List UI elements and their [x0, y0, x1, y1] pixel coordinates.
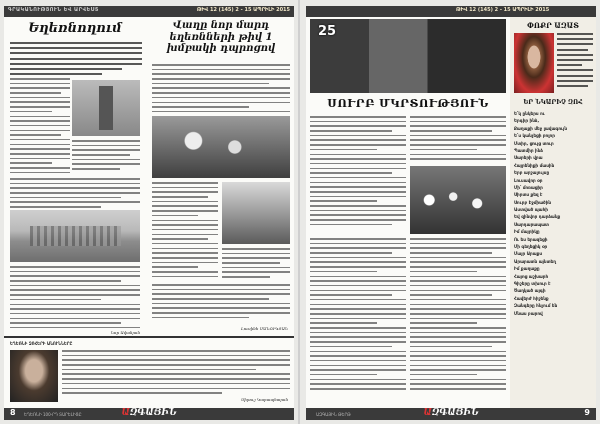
left-page-number: 8: [10, 408, 16, 417]
left-feature-church-photo: [222, 182, 290, 244]
left-footer: [4, 408, 294, 420]
sidebar-item: Մի գեղեցիկ օր: [514, 244, 548, 250]
sidebar-item: Մտիր, ցույց տուր: [514, 140, 554, 146]
left-body-wide: [10, 178, 140, 208]
right-logo-letter: Ա: [423, 408, 432, 418]
right-group-photo: [410, 166, 506, 234]
sidebar-item: Սիրտս քեզ է: [514, 192, 543, 198]
right-masthead-date: ԹԻՎ 12 (145) 2 - 15 ԱՊՐԻԼԻ 2015: [456, 7, 550, 13]
sidebar-item: Զանգերը հնչում են: [514, 303, 558, 309]
left-monument-photo: [72, 80, 140, 136]
sidebar-item: Աստված պահի: [514, 207, 548, 213]
left-footer-logo: [121, 408, 176, 418]
sidebar-item: Քաղաքի մեջ լավագույն: [514, 125, 568, 131]
right-top-photo: [310, 19, 506, 93]
sidebar-item: Մայր Արաքս: [514, 251, 543, 257]
sidebar-item: Սուրբ Էջմիածին: [514, 199, 552, 205]
sidebar-item: Ե՛կ ընկերս ու: [514, 111, 545, 116]
right-masthead: [306, 6, 596, 17]
right-page: [306, 6, 596, 420]
sidebar-item: Պատմիր ինձ: [514, 147, 543, 153]
right-body-col-1: [310, 116, 406, 236]
right-body-col-4: [410, 238, 506, 402]
left-bottom-kicker: ԵՂԵՌՆԻ ԶՈՀԵՐԻ ԱՆՈՒՆՆԵՐԸ: [10, 341, 73, 346]
right-page-number: 9: [584, 408, 590, 417]
sidebar-item: Երգիր ինձ,: [514, 118, 540, 124]
left-masthead: [4, 6, 294, 17]
left-intro: [10, 42, 142, 76]
sidebar-item: Հայոց աշխարհ: [514, 273, 549, 279]
left-footer-text: ԵՂԵՌՆԻ 100-ՐԴ ՏԱՐԵԼԻՑԸ: [24, 412, 82, 417]
sidebar-item: Մի՛ մոռացիր: [514, 184, 543, 190]
right-body-col-2: [410, 116, 506, 166]
sidebar-item: Իմ քաղաքը: [514, 266, 540, 272]
sidebar-item: Հավերժ հիշենք: [514, 295, 549, 301]
sidebar-item: Ու ես երազեցի: [514, 236, 548, 242]
sidebar-portrait-photo: [514, 33, 554, 93]
sidebar-item: Սարերի վրա: [514, 155, 543, 161]
sidebar-heading-1: ՓՈՔՐ ԱԶԱՏ: [527, 21, 579, 30]
left-masthead-section: ԳՐԱԿԱՆՈՒԹՅՈՒՆ ԵՎ ԱՐՎԵՍՏ: [8, 7, 99, 13]
sidebar-item: Լուսավոր օր: [514, 177, 543, 183]
left-feature-col-b: [222, 248, 290, 282]
sidebar-item: Մնաս բարով: [514, 310, 543, 316]
right-badge-25: 25: [318, 24, 337, 39]
sidebar-item: Եվ զինվոր դարձանք: [514, 214, 561, 220]
left-feature-intro: [152, 64, 290, 120]
right-footer-logo: [423, 408, 478, 418]
left-bottom-text: [62, 350, 290, 394]
sidebar-item: Արարատն այնտեղ: [514, 258, 556, 264]
left-body-lower: [10, 266, 140, 328]
left-headline-feature: Վաղը նոր մարդ եղեռնների թիվ 1 խմբակի դպրոցով: [166, 20, 276, 54]
left-logo-letter: Ա: [121, 408, 130, 418]
sidebar-portrait-text: [557, 33, 593, 93]
sidebar-item: Իմ մայրիկը: [514, 229, 540, 235]
right-footer: [306, 408, 596, 420]
sidebar-heading-2: ԵՐ ՆԿԱՐԻՉ ԶՈՀ: [523, 99, 583, 106]
left-body-col-2: [72, 140, 140, 176]
left-body-col-1: [10, 78, 70, 176]
left-page: [4, 6, 294, 420]
right-body-col-3: [310, 238, 406, 402]
left-logo-rest: ԶԳԱՅԻՆ: [129, 408, 177, 418]
right-footer-text: ԱԶԳԱՅԻՆ ԹԵՐԹ: [316, 412, 351, 417]
sidebar-item: Ծաղկած այգի: [514, 288, 546, 294]
left-signature-3: Սիրուշ Կարապետյան: [241, 397, 288, 402]
right-logo-rest: ԶԳԱՅԻՆ: [431, 408, 479, 418]
sidebar-item: Գիշերը տխուր է: [514, 280, 551, 286]
left-memorial-photo: [10, 210, 140, 262]
left-headline-main: Եղեռնողում: [28, 21, 122, 36]
left-signature-2: Լուսինե ՄԱՆՈՒԿՅԱՆ: [240, 326, 288, 331]
left-feature-crowd-photo: [152, 116, 290, 178]
left-signature-1: Նոր Ավանյան: [110, 330, 140, 335]
left-bottom-rule: [4, 336, 294, 338]
sidebar-item: Ե՛ս կանչեցի բոլոր: [514, 133, 555, 139]
left-bottom-portrait: [10, 350, 58, 402]
sidebar-item: Երբ արշալույսը: [514, 170, 550, 176]
page-spine: [298, 0, 300, 424]
left-feature-col-c: [152, 284, 290, 324]
sidebar-item: Սարդարապատ: [514, 221, 549, 227]
right-headline-main: ՍՈՒՐԲ ՄԿՐՏՈՒԹՅՈՒՆ: [327, 97, 489, 110]
sidebar-list: [514, 111, 593, 318]
left-feature-col-a: [152, 182, 218, 282]
sidebar-item: Հայրենիքի մասին: [514, 162, 555, 168]
right-sidebar: [510, 17, 596, 408]
left-masthead-date: ԹԻՎ 12 (145) 2 - 15 ԱՊՐԻԼԻ 2015: [196, 7, 290, 13]
